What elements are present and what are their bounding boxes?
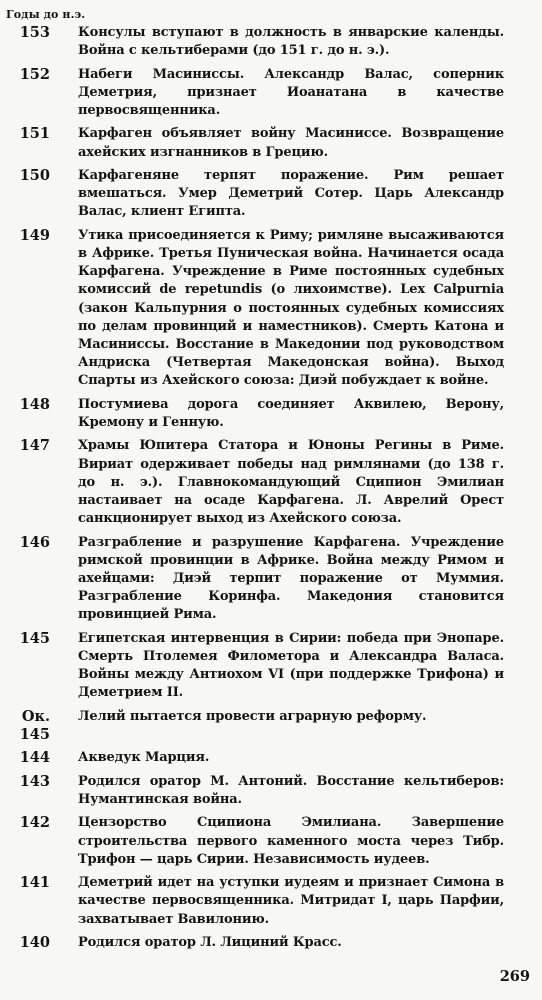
entry-text: Родился оратор М. Антоний. Восстание кельтиберов: Нумантинская война.: [78, 773, 504, 807]
entry-year: 151: [19, 125, 50, 143]
entry-year: 150: [19, 166, 50, 184]
entry-year: 149: [19, 226, 50, 244]
entry-text: Храмы Юпитера Статора и Юноны Регины в Риме. Вириат одерживает победы над римлянами (до 138 г. до н. э.). Главнокомандующий Сципион Эмилиан настаивает на осаде Карфагена. Л. Аврелий Орест санкционирует выход из Ахейского союза.: [78, 438, 504, 527]
chronology-list: [0, 24, 542, 957]
chronology-entry: [0, 630, 542, 703]
entry-year: 153: [19, 24, 50, 41]
chronology-entry: [0, 24, 542, 60]
entry-text: Набеги Масиниссы. Александр Валас, соперник Деметрия, признает Иоанатана в качестве первосвященника.: [78, 66, 504, 118]
entry-text: Родился оратор Л. Лициний Красс.: [78, 934, 342, 950]
entry-year: 148: [19, 395, 50, 413]
entry-text: Деметрий идет на уступки иудеям и признает Симона в качестве первосвященника. Митридат I, царь Парфии, захватывает Вавилонию.: [78, 875, 504, 927]
chronology-entry: [0, 167, 542, 222]
entry-text: Постумиева дорога соединяет Аквилею, Верону, Кремону и Генную.: [78, 396, 504, 430]
entry-text: Разграбление и разрушение Карфагена. Учреждение римской провинции в Африке. Война между Римом и ахейцами: Диэй терпит поражение от Муммия. Разграбление Коринфа. Македония становится провинцией Рима.: [78, 534, 504, 623]
chronology-entry: [0, 773, 542, 809]
chronology-entry: [0, 874, 542, 929]
chronology-entry: [0, 396, 542, 432]
chronology-entry: [0, 66, 542, 121]
entry-text: Карфаген объявляет войну Масиниссе. Возвращение ахейских изгнанников в Грецию.: [78, 126, 504, 160]
entry-year: 146: [19, 533, 50, 551]
entry-text: Цензорство Сципиона Эмилиана. Завершение строительства первого каменного моста через Тибр. Трифон — царь Сирии. Независимость иудеев.: [78, 815, 504, 867]
entry-year: 142: [19, 814, 50, 832]
entry-year: 140: [19, 933, 50, 951]
entry-text: Лелий пытается провести аграрную реформу.: [78, 708, 427, 724]
entry-text: Консулы вступают в должность в январские календы. Война с кельтиберами (до 151 г. до н. э.).: [78, 25, 504, 59]
entry-year: 145: [19, 629, 50, 647]
entry-year: 147: [19, 437, 50, 455]
entry-text: Карфагеняне терпят поражение. Рим решает вмешаться. Умер Деметрий Сотер. Царь Александр Валас, клиент Египта.: [78, 167, 504, 220]
chronology-entry: [0, 125, 542, 161]
entry-year: 144: [19, 749, 50, 767]
chronology-entry: [0, 437, 542, 528]
chronology-entry: [0, 814, 542, 869]
entry-text: Египетская интервенция в Сирии: победа при Энопаре. Смерть Птолемея Филометора и Александра Валаса. Войны между Антиохом VI (при поддержке Трифона) и Деметрием II.: [78, 630, 504, 701]
page-number: 269: [499, 968, 530, 985]
chronology-entry: [0, 708, 542, 744]
entry-year: 152: [19, 65, 50, 83]
column-header-years: Годы до н.э.: [6, 8, 86, 21]
chronology-entry: [0, 227, 542, 391]
entry-year: Ок. 145: [19, 707, 50, 743]
entry-year: 143: [19, 772, 50, 790]
entry-text: Утика присоединяется к Риму; римляне высаживаются в Африке. Третья Пуническая война. Начинается осада Карфагена. Учреждение в Риме постоянных судебных комиссий de repetundis (о лихоимстве). Lex Calpurnia (закон Кальпурния о постоянных судебных комиссиях по делам провинций и наместников). Смерть Катона и Масиниссы. Восстание в Македонии под руководством Андриска (Четвертая Македонская война). Выход Спарты из Ахейского союза: Диэй побуждает к войне.: [78, 227, 504, 389]
chronology-entry: [0, 534, 542, 625]
chronology-entry: [0, 749, 542, 767]
chronology-entry: [0, 934, 542, 952]
entry-year: 141: [19, 874, 50, 892]
entry-text: Акведук Марция.: [78, 750, 210, 766]
